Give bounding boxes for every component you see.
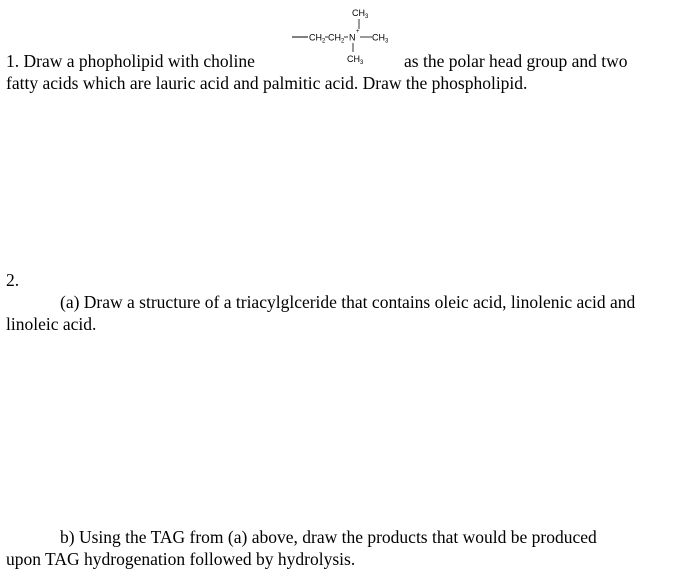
choline-nitrogen: N bbox=[349, 32, 356, 43]
choline-structure bbox=[290, 2, 410, 66]
choline-chain-ch2-b: $CH_2$ bbox=[328, 32, 345, 45]
q2a-text-line2: linoleic acid. bbox=[6, 314, 97, 334]
choline-top-methyl: $CH_3$ bbox=[352, 8, 369, 20]
choline-right-methyl: $CH_3$ bbox=[372, 32, 389, 45]
q1-text-line1-end: as the polar head group and two bbox=[404, 51, 628, 71]
choline-nitrogen-charge: + bbox=[356, 29, 360, 35]
choline-chain-ch2-a: $CH_2$ bbox=[309, 32, 326, 45]
choline-bottom-methyl: $CH_3$ bbox=[347, 54, 364, 66]
q1-text-line2: fatty acids which are lauric acid and palmitic acid. Draw the phospholipid. bbox=[6, 73, 528, 93]
q2b-text-line1: b) Using the TAG from (a) above, draw the products that would be produced bbox=[60, 527, 597, 547]
q2a-text-line1: (a) Draw a structure of a triacylglceride that contains oleic acid, linolenic acid and bbox=[60, 292, 636, 312]
q2-number: 2. bbox=[6, 270, 20, 290]
q2b-text-line2: upon TAG hydrogenation followed by hydrolysis. bbox=[6, 549, 356, 569]
q1-text-line1-start: 1. Draw a phopholipid with choline bbox=[6, 51, 255, 71]
